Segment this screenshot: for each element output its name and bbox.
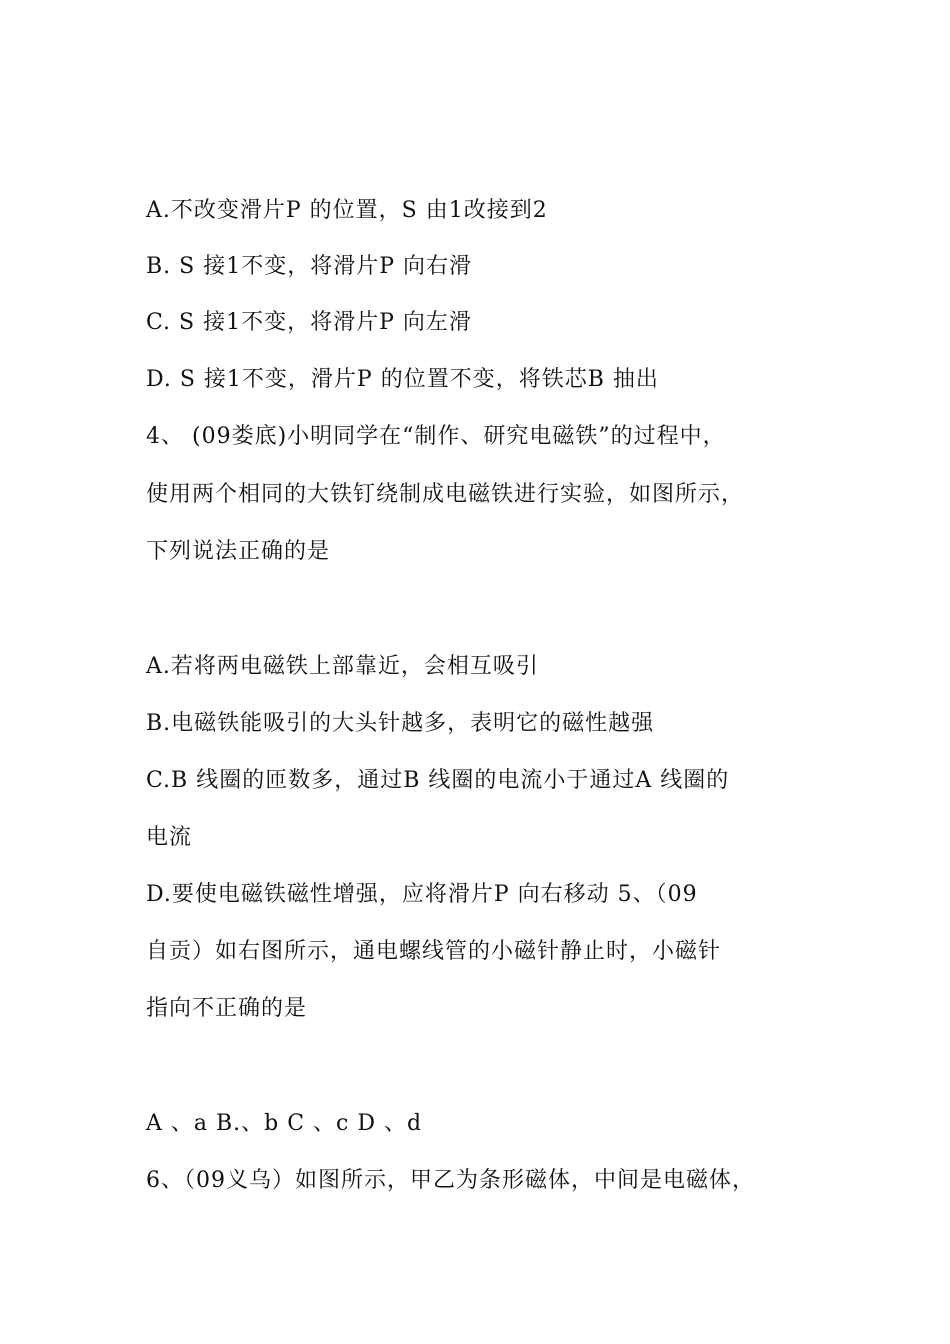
option-d-line: D. S 接1不变，滑片P 的位置不变，将铁芯B 抽出 (146, 367, 659, 392)
question-4-line-3: 下列说法正确的是 (146, 539, 331, 564)
option-b-line: B. S 接1不变，将滑片P 向右滑 (146, 254, 473, 279)
question-5-line-2: 指向不正确的是 (146, 996, 308, 1021)
q4-option-c-line-1: C.B 线圈的匝数多，通过B 线圈的电流小于通过A 线圈的 (146, 768, 730, 793)
q4-option-d-line: D.要使电磁铁磁性增强，应将滑片P 向右移动 5、（09 (146, 882, 698, 907)
question-6-line-1: 6、（09义乌）如图所示，甲乙为条形磁体，中间是电磁体， (146, 1168, 755, 1193)
q5-options-line: A 、a B.、b C 、c D 、d (146, 1111, 423, 1136)
q4-option-a-line: A.若将两电磁铁上部靠近，会相互吸引 (146, 654, 539, 679)
question-5-line-1: 自贡）如右图所示，通电螺线管的小磁针静止时，小磁针 (146, 939, 722, 964)
question-4-line-1: 4、 (09娄底)小明同学在“制作、研究电磁铁”的过程中， (146, 424, 726, 449)
option-c-line: C. S 接1不变，将滑片P 向左滑 (146, 310, 472, 335)
question-4-line-2: 使用两个相同的大铁钉绕制成电磁铁进行实验，如图所示， (146, 482, 745, 507)
q4-option-c-line-2: 电流 (146, 825, 193, 850)
option-a-line: A.不改变滑片P 的位置，S 由1改接到2 (146, 198, 548, 223)
q4-option-b-line: B.电磁铁能吸引的大头针越多，表明它的磁性越强 (146, 711, 655, 736)
